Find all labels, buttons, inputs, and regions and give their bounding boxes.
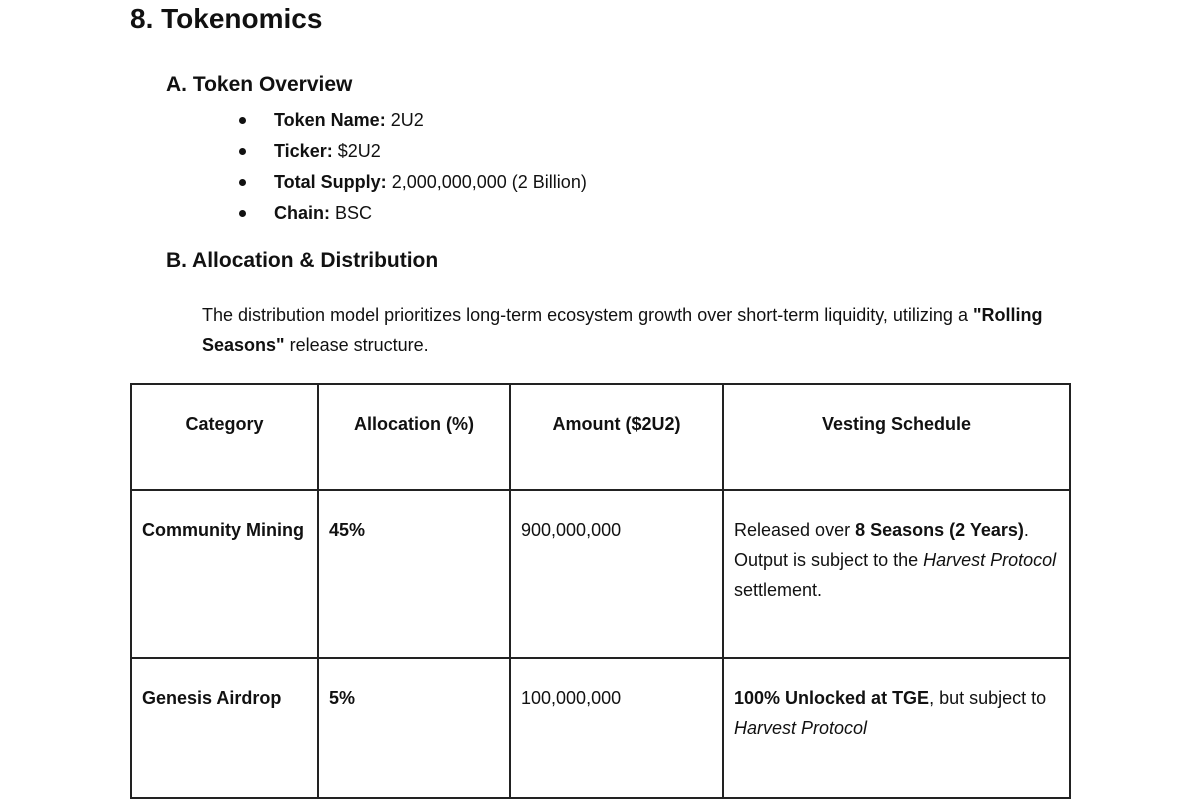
- intro-text-end: release structure.: [289, 335, 429, 355]
- vesting-text: . Output is subject to the: [734, 520, 1029, 570]
- table-header-row: [131, 384, 1070, 490]
- list-item: [236, 138, 587, 169]
- vesting-bold-text: 100% Unlocked at TGE: [734, 688, 930, 708]
- column-header-vesting: Vesting Schedule: [723, 384, 1070, 490]
- amount-cell: 100,000,000: [510, 658, 723, 798]
- column-header-amount: Amount ($2U2): [510, 384, 723, 490]
- total-supply-label: Total Supply:: [274, 172, 387, 192]
- table-row: [131, 490, 1070, 658]
- vesting-text: , but subject to: [929, 688, 1047, 708]
- bullet-icon: [239, 117, 246, 124]
- column-header-allocation: Allocation (%): [318, 384, 510, 490]
- bullet-icon: [239, 210, 246, 217]
- vesting-italic-text: Harvest Protocol: [734, 718, 868, 738]
- intro-text: The distribution model prioritizes long-term ecosystem growth over short-term liquidity, utilizing a: [202, 305, 968, 325]
- vesting-text: Released over: [734, 520, 851, 540]
- ticker-label: Ticker:: [274, 141, 333, 161]
- vesting-cell: [723, 490, 1070, 658]
- ticker-value: $2U2: [337, 141, 381, 161]
- token-overview-heading: A. Token Overview: [166, 73, 353, 96]
- intro-bold-text: "Rolling Seasons": [202, 305, 1043, 355]
- bullet-icon: [239, 148, 246, 155]
- list-item: [236, 169, 587, 200]
- bullet-icon: [239, 179, 246, 186]
- table-row: [131, 658, 1070, 798]
- allocation-table: [130, 383, 1071, 799]
- allocation-intro-paragraph: [202, 300, 1082, 360]
- vesting-text: settlement.: [734, 580, 823, 600]
- vesting-italic-text: Harvest Protocol: [923, 550, 1057, 570]
- token-name-value: 2U2: [390, 110, 424, 130]
- allocation-heading: B. Allocation & Distribution: [166, 249, 439, 272]
- amount-cell: 900,000,000: [510, 490, 723, 658]
- list-item: [236, 107, 587, 138]
- category-cell: Genesis Airdrop: [131, 658, 318, 798]
- vesting-cell: [723, 658, 1070, 798]
- section-title: 8. Tokenomics: [130, 3, 323, 34]
- allocation-cell: 45%: [318, 490, 510, 658]
- chain-value: BSC: [335, 203, 373, 223]
- token-overview-list: [236, 107, 587, 231]
- total-supply-value: 2,000,000,000 (2 Billion): [391, 172, 587, 192]
- token-name-label: Token Name:: [274, 110, 386, 130]
- vesting-bold-text: 8 Seasons (2 Years): [855, 520, 1024, 540]
- allocation-cell: 5%: [318, 658, 510, 798]
- chain-label: Chain:: [274, 203, 330, 223]
- category-cell: Community Mining: [131, 490, 318, 658]
- list-item: [236, 200, 587, 231]
- column-header-category: Category: [131, 384, 318, 490]
